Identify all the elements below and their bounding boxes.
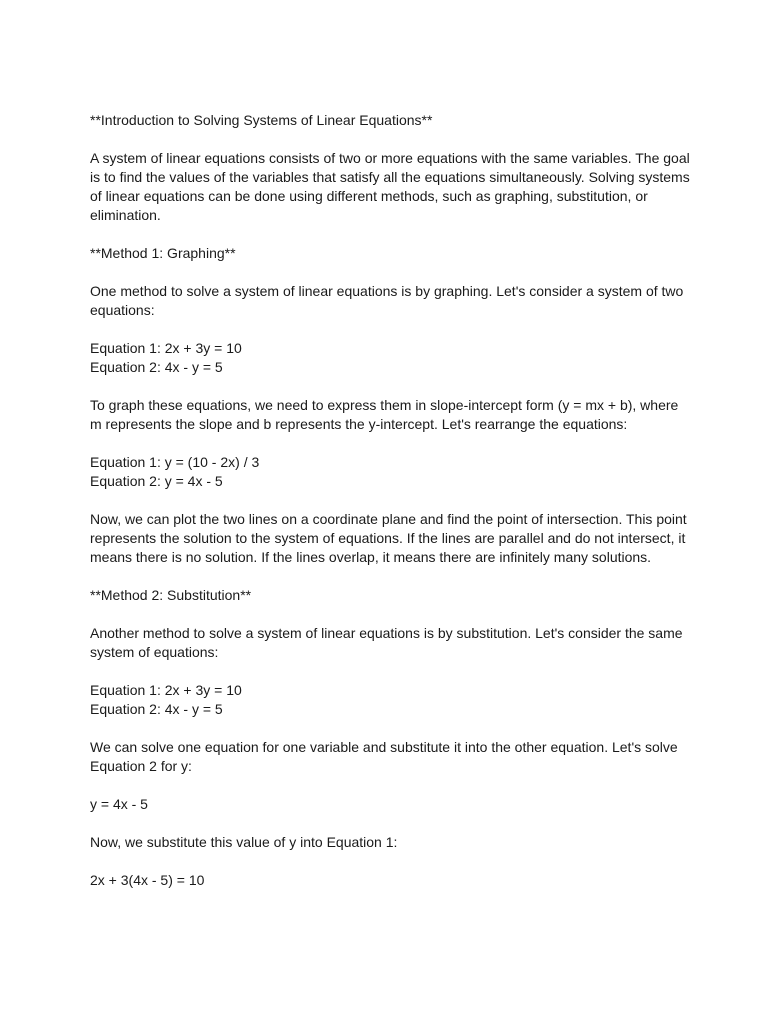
section-heading-graphing: **Method 1: Graphing** bbox=[90, 245, 236, 261]
document-body bbox=[90, 111, 690, 909]
solve-for-y-paragraph: We can solve one equation for one variable and substitute it into the other equation. Let's solve Equation 2 for y: bbox=[90, 739, 678, 774]
intro-paragraph: A system of linear equations consists of two or more equations with the same variables. The goal is to find the values of the variables that satisfy all the equations simultaneously. Solving systems of linear equations can be done using different methods, such as graphing, substitution, or elimination. bbox=[90, 150, 690, 223]
section-heading-substitution: **Method 2: Substitution** bbox=[90, 587, 252, 603]
equations-block: Equation 1: 2x + 3y = 10 Equation 2: 4x - y = 5 bbox=[90, 682, 242, 717]
substitution-paragraph: Another method to solve a system of linear equations is by substitution. Let's consider the same system of equations: bbox=[90, 625, 683, 660]
graphing-paragraph: One method to solve a system of linear equations is by graphing. Let's consider a system of two equations: bbox=[90, 283, 684, 318]
substitute-paragraph: Now, we substitute this value of y into Equation 1: bbox=[90, 834, 398, 850]
equation-line: y = 4x - 5 bbox=[90, 796, 148, 812]
section-heading-introduction: **Introduction to Solving Systems of Linear Equations** bbox=[90, 112, 433, 128]
slope-intercept-paragraph: To graph these equations, we need to express them in slope-intercept form (y = mx + b), where m represents the slope and b represents the y-intercept. Let's rearrange the equations: bbox=[90, 397, 679, 432]
intersection-paragraph: Now, we can plot the two lines on a coordinate plane and find the point of intersection. This point represents the solution to the system of equations. If the lines are parallel and do not intersect, it means there is no solution. If the lines overlap, it means there are infinitely many solutions. bbox=[90, 511, 687, 565]
equation-line: 2x + 3(4x - 5) = 10 bbox=[90, 872, 205, 888]
equations-block: Equation 1: 2x + 3y = 10 Equation 2: 4x - y = 5 bbox=[90, 340, 242, 375]
rearranged-equations-block: Equation 1: y = (10 - 2x) / 3 Equation 2: y = 4x - 5 bbox=[90, 454, 260, 489]
